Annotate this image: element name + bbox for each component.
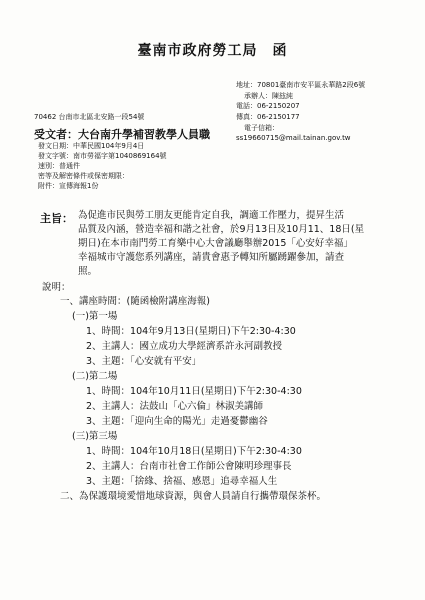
subject-line-3: 期日)在本市南門勞工育樂中心大會議廳舉辦2015「心安好幸福」: [78, 238, 353, 249]
subject-line-1: 為促進市民與勞工朋友更能肯定自我，調適工作壓力，提昇生活: [78, 210, 345, 221]
sender-address: 地址：70801臺南市安平區永華路2段6號: [236, 81, 366, 89]
subject-line-2: 品質及內涵，營造幸福和諧之社會，於9月13日及10月11、18日(星: [78, 224, 365, 235]
recipient: 受文者：大台南升學補習教學人員職: [34, 128, 210, 141]
issue-number: 發文字號：南市勞福字第1040869164號: [38, 152, 167, 160]
session-2-speaker: 2、主講人：法鼓山「心六倫」林淑美講師: [86, 401, 264, 412]
letter-title: 臺南市政府勞工局 函: [137, 43, 288, 59]
sender-email: ss19660715@mail.tainan.gov.tw: [236, 134, 351, 142]
session-3-time: 1、時間：104年10月18日(星期日)下午2:30-4:30: [86, 446, 302, 457]
session-3-header: (三)第三場: [72, 431, 118, 442]
subject-line-4: 幸福城市守護您系列講座，請貴會惠予轉知所屬踴躍參加，請查: [78, 252, 345, 263]
description-label: 說明：: [42, 282, 71, 293]
session-1-header: (一)第一場: [72, 311, 118, 322]
session-1-speaker: 2、主講人：國立成功大學經濟系許永河副教授: [86, 341, 283, 352]
subject-line-5: 照。: [78, 266, 98, 277]
recipient-address: 70462 台南市北區北安路一段54號: [34, 113, 145, 121]
subject-label: 主旨：: [40, 212, 73, 225]
session-3-topic: 3、主題：「捨緣、捨福、感恩」追尋幸福人生: [86, 476, 278, 487]
sender-phone: 電話：06-2150207: [236, 102, 300, 110]
session-1-topic: 3、主題：「心安就有平安」: [86, 356, 202, 367]
session-2-header: (二)第二場: [72, 371, 118, 382]
secrecy-level: 密等及解密條件或保密期限：: [38, 172, 129, 180]
description-item-2: 二、為保護環境愛惜地球資源，與會人員請自行攜帶環保茶杯。: [60, 491, 327, 502]
description-item-1: 一、講座時間：(隨函檢附講座海報): [60, 296, 210, 307]
attachment: 附件：宣傳海報1份: [38, 182, 99, 190]
sender-contact: 承辦人：陳玆純: [244, 92, 293, 100]
session-2-topic: 3、主題：「迎向生命的陽光」走過憂鬱幽谷: [86, 416, 268, 427]
sender-fax: 傳真：06-2150177: [236, 113, 300, 121]
issue-date: 發文日期：中華民國104年9月4日: [38, 142, 145, 150]
session-2-time: 1、時間：104年10月11日(星期日)下午2:30-4:30: [86, 386, 302, 397]
session-1-time: 1、時間：104年9月13日(星期日)下午2:30-4:30: [86, 326, 296, 337]
session-3-speaker: 2、主講人：台南市社會工作師公會陳明珍理事長: [86, 461, 292, 472]
delivery-speed: 速別：普通件: [38, 162, 80, 170]
sender-email-label: 電子信箱：: [244, 124, 279, 132]
